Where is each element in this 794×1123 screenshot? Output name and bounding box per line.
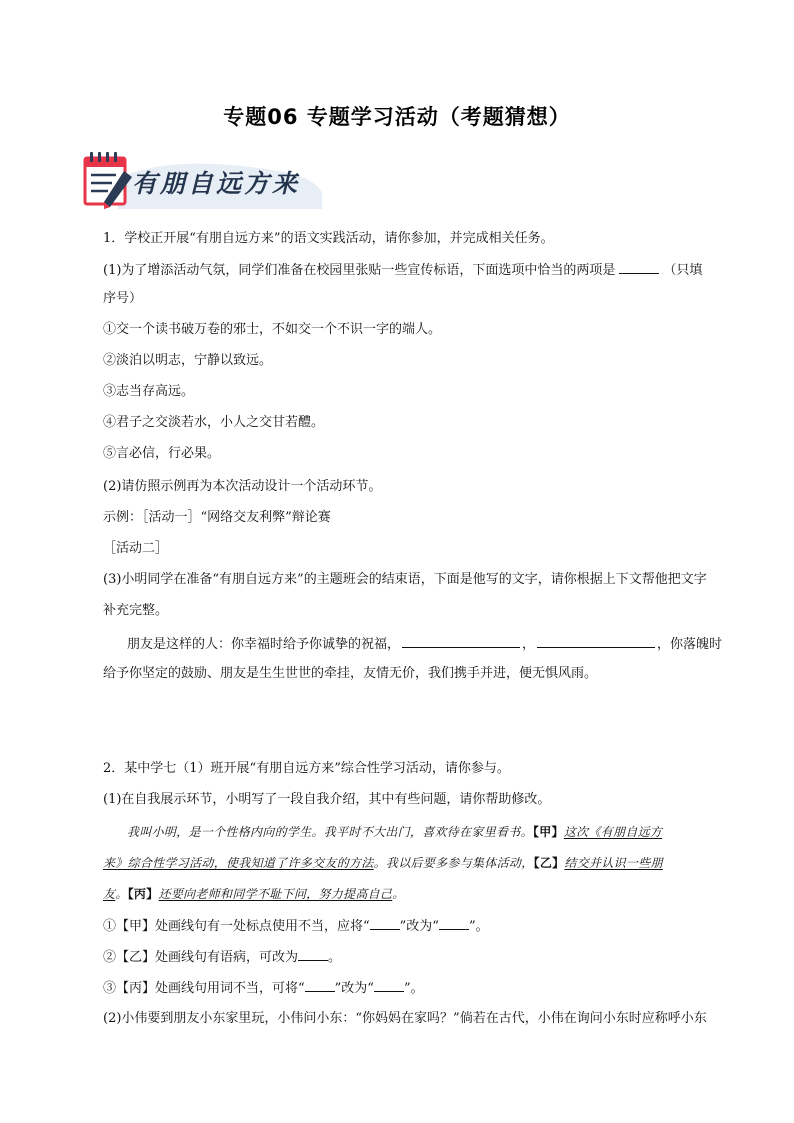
- marker-bing: 【丙】: [127, 887, 159, 901]
- q2-passage-line3: [103, 885, 405, 903]
- passage-text: 。: [392, 887, 405, 901]
- q1-option: ⑤言必信，行必果。: [103, 446, 221, 461]
- q1-part3-text-b: ，你落魄时: [657, 637, 723, 652]
- q1-part1-text: (1)为了增添活动气氛，同学们准备在校园里张贴一些宣传标语，下面选项中恰当的两项是: [103, 263, 616, 278]
- q1-option: ①交一个读书破万卷的邪士，不如交一个不识一字的端人。: [103, 322, 442, 337]
- underlined-sentence-yi: 结交并认识一些朋: [564, 856, 663, 870]
- passage-text: 。: [115, 887, 128, 901]
- q1-example: 示例：［活动一］“网络交友利弊”辩论赛: [103, 510, 331, 525]
- q1-part3-line1: (3)小明同学在准备“有朋自远方来”的主题班会的结束语，下面是他写的文字，请你根据上下文帮他把文字: [103, 572, 707, 587]
- notebook-pen-icon: [78, 149, 138, 211]
- sub-text: ”改为“: [334, 981, 374, 996]
- marker-jia: 【甲】: [532, 825, 564, 839]
- q2-passage-line1: [127, 823, 662, 841]
- q1-option: ④君子之交淡若水，小人之交甘若醴。: [103, 415, 325, 430]
- q1-part3-sep: ，: [522, 637, 536, 652]
- banner-text: 有朋自远方来: [132, 169, 301, 198]
- q1-part1-text-tail: （只填: [663, 263, 703, 278]
- marker-yi: 【乙】: [533, 856, 565, 870]
- q1-part3-line2: 补充完整。: [103, 603, 169, 618]
- page-title: 专题06 专题学习活动（考题猜想）: [223, 105, 571, 129]
- q1-part3-fill-line: [127, 634, 722, 654]
- answer-blank[interactable]: [370, 916, 400, 930]
- q2-stem: 2．某中学七（1）班开展“有朋自远方来”综合性学习活动，请你参与。: [103, 761, 510, 776]
- q1-activity2: ［活动二］: [103, 541, 169, 556]
- sub-text: ③【丙】处画线句用词不当，可将“: [103, 981, 305, 996]
- underlined-sentence-yi-cont: 友: [103, 887, 116, 901]
- q1-option: ②淡泊以明志，宁静以致远。: [103, 353, 273, 368]
- underlined-sentence-bing: 还要向老师和同学不耻下问，努力提高自己: [158, 887, 393, 901]
- sub-text: ”。: [468, 919, 489, 934]
- sub-text: 。: [328, 950, 342, 965]
- passage-text: 。我以后要多参与集体活动，: [373, 856, 534, 870]
- answer-blank[interactable]: [298, 947, 328, 961]
- q1-option: ③志当存高远。: [103, 384, 195, 399]
- q2-part1: (1)在自我展示环节，小明写了一段自我介绍，其中有些问题，请你帮助修改。: [103, 792, 551, 807]
- q2-sub2: [103, 947, 341, 967]
- q1-part3-text-a: 朋友是这样的人：你幸福时给予你诚挚的祝福，: [127, 637, 401, 652]
- q2-sub1: [103, 916, 489, 936]
- underlined-sentence-jia: 这次《有朋自远方: [563, 825, 663, 839]
- answer-blank[interactable]: [305, 978, 335, 992]
- section-banner: [78, 149, 323, 211]
- q2-sub3: [103, 978, 424, 998]
- sub-text: ②【乙】处画线句有语病，可改为: [103, 950, 299, 965]
- q1-part1-line2: 序号）: [103, 291, 143, 306]
- sub-text: ”改为“: [399, 919, 439, 934]
- answer-blank[interactable]: [439, 916, 469, 930]
- underlined-sentence-jia-cont: 来》综合性学习活动，使我知道了许多交友的方法: [103, 856, 374, 870]
- answer-blank[interactable]: [402, 634, 520, 648]
- q2-passage-line2: [103, 854, 663, 872]
- q1-part3-line4: 给予你坚定的鼓励、朋友是生生世世的牵挂，友情无价，我们携手并进，便无惧风雨。: [103, 666, 598, 681]
- q1-part2: (2)请仿照示例再为本次活动设计一个活动环节。: [103, 479, 382, 494]
- q1-part1-line1: [103, 260, 702, 280]
- sub-text: ”。: [403, 981, 424, 996]
- answer-blank[interactable]: [537, 634, 655, 648]
- q2-part2: (2)小伟要到朋友小东家里玩，小伟问小东：“你妈妈在家吗？”倘若在古代，小伟在询问小东时应称呼小东: [103, 1011, 707, 1026]
- answer-blank[interactable]: [374, 978, 404, 992]
- answer-blank[interactable]: [619, 260, 659, 274]
- q1-stem: 1．学校正开展“有朋自远方来”的语文实践活动，请你参加，并完成相关任务。: [103, 231, 554, 246]
- sub-text: ①【甲】处画线句有一处标点使用不当，应将“: [103, 919, 370, 934]
- passage-text: 我叫小明，是一个性格内向的学生。我平时不大出门，喜欢待在家里看书。: [127, 825, 533, 839]
